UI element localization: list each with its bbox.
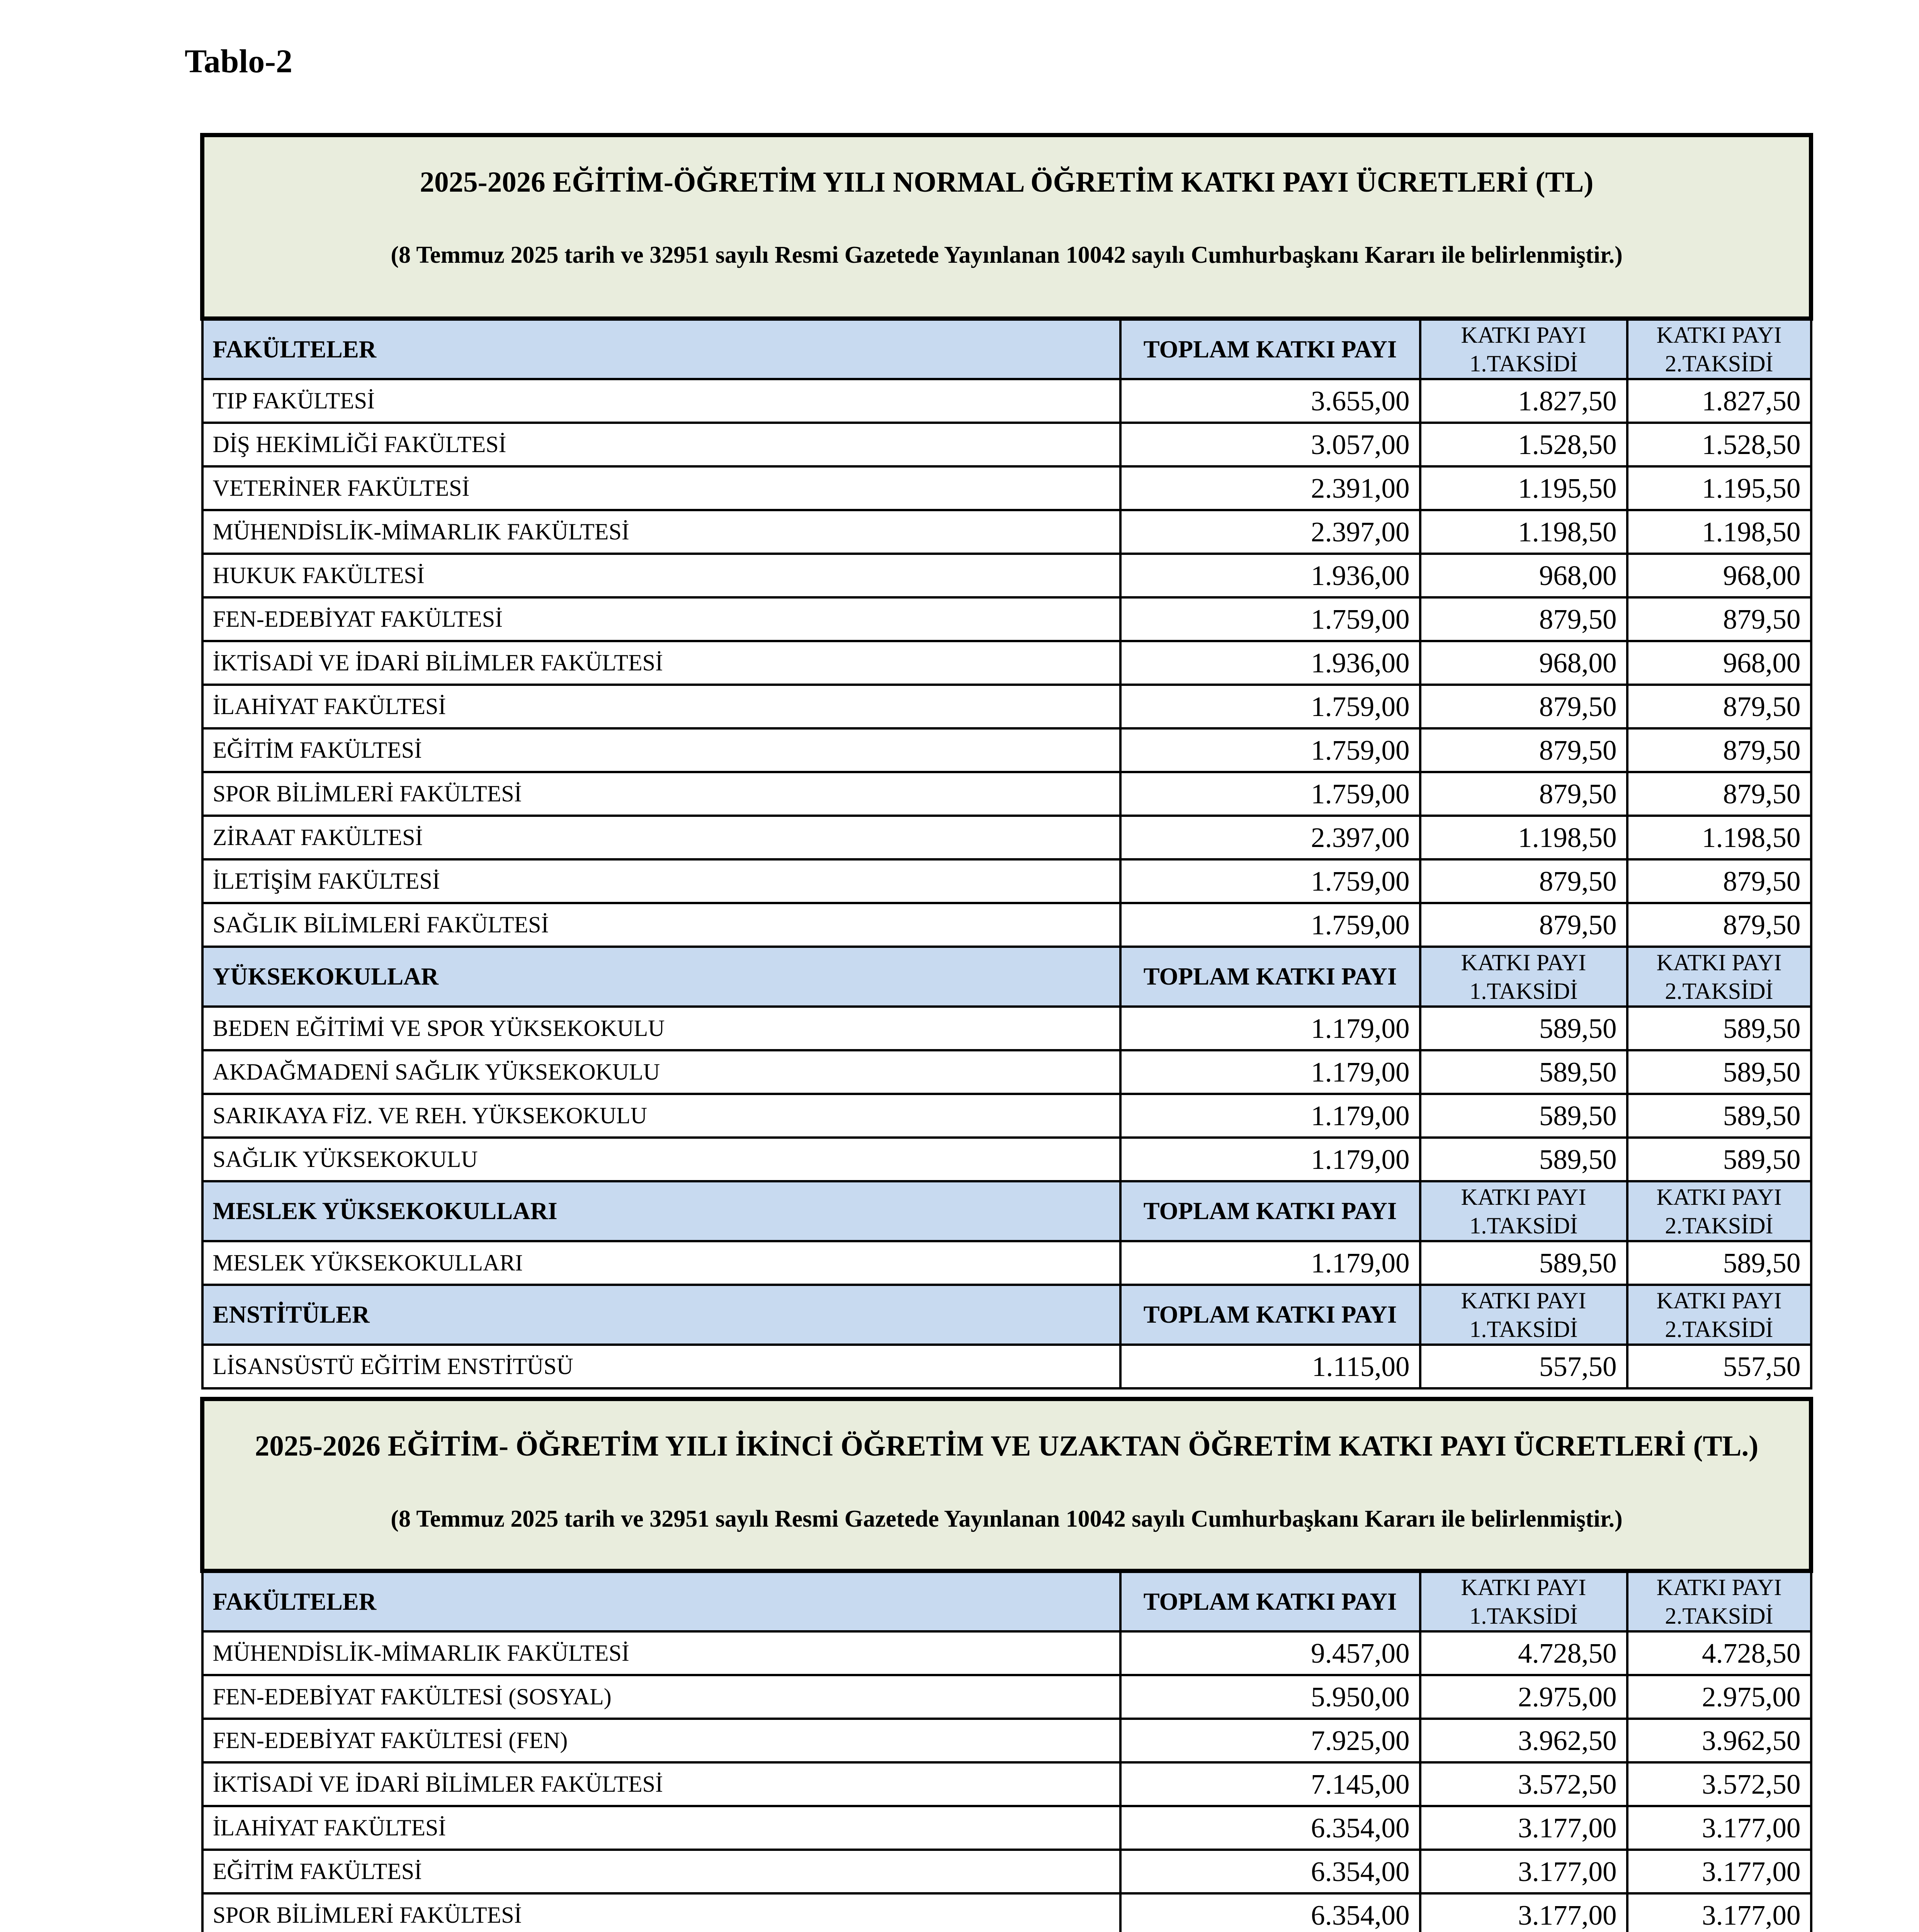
column-header-installment-2 [1627, 947, 1811, 1007]
total-fee-cell: 1.759,00 [1120, 772, 1420, 816]
total-fee-cell: 1.759,00 [1120, 859, 1420, 903]
table-row [202, 1850, 1811, 1893]
column-header-installment-2 [1627, 1181, 1811, 1241]
table-row [202, 1345, 1811, 1388]
table-row [202, 903, 1811, 947]
unit-name-cell: EĞİTİM FAKÜLTESİ [202, 728, 1120, 772]
total-fee-cell: 9.457,00 [1120, 1631, 1420, 1675]
section-header-name: ENSTİTÜLER [202, 1285, 1120, 1345]
unit-name-cell: BEDEN EĞİTİMİ VE SPOR YÜKSEKOKULU [202, 1007, 1120, 1050]
unit-name-cell: İKTİSADİ VE İDARİ BİLİMLER FAKÜLTESİ [202, 641, 1120, 685]
column-header-installment-2 [1627, 1285, 1811, 1345]
column-header-line: 2.TAKSİDİ [1665, 1316, 1773, 1342]
unit-name-cell: İLAHİYAT FAKÜLTESİ [202, 685, 1120, 728]
total-fee-cell: 2.397,00 [1120, 510, 1420, 554]
column-header-line: KATKI PAYI [1656, 322, 1782, 348]
unit-name-cell: İKTİSADİ VE İDARİ BİLİMLER FAKÜLTESİ [202, 1762, 1120, 1806]
installment-2-cell: 879,50 [1627, 685, 1811, 728]
unit-name-cell: SARIKAYA FİZ. VE REH. YÜKSEKOKULU [202, 1094, 1120, 1138]
unit-name-cell: HUKUK FAKÜLTESİ [202, 554, 1120, 597]
table-body [202, 135, 1811, 1389]
total-fee-cell: 1.179,00 [1120, 1094, 1420, 1138]
installment-1-cell: 879,50 [1420, 728, 1627, 772]
installment-2-cell: 879,50 [1627, 728, 1811, 772]
table-row [202, 772, 1811, 816]
section-header-row [202, 1181, 1811, 1241]
column-header-line: 2.TAKSİDİ [1665, 1213, 1773, 1238]
column-header-line: KATKI PAYI [1461, 949, 1586, 975]
section-header-row [202, 1571, 1811, 1632]
table-title-row [202, 1399, 1811, 1571]
table-row [202, 1138, 1811, 1181]
column-header-line: KATKI PAYI [1461, 322, 1586, 348]
total-fee-cell: 1.179,00 [1120, 1241, 1420, 1285]
total-fee-cell: 1.936,00 [1120, 641, 1420, 685]
installment-2-cell: 968,00 [1627, 641, 1811, 685]
installment-1-cell: 589,50 [1420, 1007, 1627, 1050]
column-header-installment-1 [1420, 1285, 1627, 1345]
installment-2-cell: 589,50 [1627, 1007, 1811, 1050]
table-subtitle: (8 Temmuz 2025 tarih ve 32951 sayılı Resmi Gazetede Yayınlanan 10042 sayılı Cumhurbaşkanı Kararı ile belirlenmiştir.) [391, 242, 1623, 268]
section-header-row [202, 1285, 1811, 1345]
installment-1-cell: 879,50 [1420, 772, 1627, 816]
table-row [202, 1719, 1811, 1762]
table-row [202, 1893, 1811, 1932]
table-row [202, 1094, 1811, 1138]
total-fee-cell: 7.145,00 [1120, 1762, 1420, 1806]
installment-2-cell: 1.198,50 [1627, 816, 1811, 859]
installment-1-cell: 589,50 [1420, 1138, 1627, 1181]
total-fee-cell: 6.354,00 [1120, 1893, 1420, 1932]
table-row [202, 728, 1811, 772]
column-header-installment-1 [1420, 1571, 1627, 1632]
table-title-cell [202, 135, 1811, 319]
table-row [202, 816, 1811, 859]
table-subtitle: (8 Temmuz 2025 tarih ve 32951 sayılı Resmi Gazetede Yayınlanan 10042 sayılı Cumhurbaşkanı Kararı ile belirlenmiştir.) [391, 1506, 1623, 1532]
table-row [202, 423, 1811, 466]
column-header-line: 1.TAKSİDİ [1469, 1316, 1578, 1342]
table-row [202, 510, 1811, 554]
column-header-line: 2.TAKSİDİ [1665, 978, 1773, 1004]
unit-name-cell: AKDAĞMADENİ SAĞLIK YÜKSEKOKULU [202, 1050, 1120, 1094]
installment-2-cell: 879,50 [1627, 597, 1811, 641]
section-header-row [202, 319, 1811, 379]
installment-1-cell: 879,50 [1420, 685, 1627, 728]
column-header-line: KATKI PAYI [1461, 1184, 1586, 1210]
unit-name-cell: DİŞ HEKİMLİĞİ FAKÜLTESİ [202, 423, 1120, 466]
total-fee-cell: 5.950,00 [1120, 1675, 1420, 1719]
installment-1-cell: 968,00 [1420, 554, 1627, 597]
column-header-installment-1 [1420, 947, 1627, 1007]
unit-name-cell: SPOR BİLİMLERİ FAKÜLTESİ [202, 772, 1120, 816]
table-title: 2025-2026 EĞİTİM-ÖĞRETİM YILI NORMAL ÖĞRETİM KATKI PAYI ÜCRETLERİ (TL) [420, 166, 1594, 198]
table-row [202, 1050, 1811, 1094]
installment-1-cell: 3.177,00 [1420, 1893, 1627, 1932]
total-fee-cell: 1.115,00 [1120, 1345, 1420, 1388]
total-fee-cell: 1.936,00 [1120, 554, 1420, 597]
installment-2-cell: 1.528,50 [1627, 423, 1811, 466]
unit-name-cell: VETERİNER FAKÜLTESİ [202, 466, 1120, 510]
installment-2-cell: 3.962,50 [1627, 1719, 1811, 1762]
table-row [202, 1631, 1811, 1675]
unit-name-cell: TIP FAKÜLTESİ [202, 379, 1120, 423]
table-row [202, 641, 1811, 685]
table-row [202, 685, 1811, 728]
installment-1-cell: 4.728,50 [1420, 1631, 1627, 1675]
column-header-total: TOPLAM KATKI PAYI [1120, 319, 1420, 379]
installment-1-cell: 1.198,50 [1420, 816, 1627, 859]
unit-name-cell: İLAHİYAT FAKÜLTESİ [202, 1806, 1120, 1850]
table-row [202, 466, 1811, 510]
unit-name-cell: LİSANSÜSTÜ EĞİTİM ENSTİTÜSÜ [202, 1345, 1120, 1388]
unit-name-cell: EĞİTİM FAKÜLTESİ [202, 1850, 1120, 1893]
column-header-line: KATKI PAYI [1461, 1287, 1586, 1313]
installment-1-cell: 589,50 [1420, 1241, 1627, 1285]
table-row [202, 1762, 1811, 1806]
section-header-name: FAKÜLTELER [202, 1571, 1120, 1632]
installment-2-cell: 879,50 [1627, 772, 1811, 816]
installment-2-cell: 3.177,00 [1627, 1806, 1811, 1850]
installment-1-cell: 557,50 [1420, 1345, 1627, 1388]
column-header-line: 1.TAKSİDİ [1469, 978, 1578, 1004]
table-row [202, 379, 1811, 423]
installment-2-cell: 879,50 [1627, 903, 1811, 947]
total-fee-cell: 2.391,00 [1120, 466, 1420, 510]
total-fee-cell: 1.179,00 [1120, 1050, 1420, 1094]
table-title: 2025-2026 EĞİTİM- ÖĞRETİM YILI İKİNCİ ÖĞRETİM VE UZAKTAN ÖĞRETİM KATKI PAYI ÜCRETLERİ (TL.) [255, 1430, 1759, 1462]
installment-2-cell: 968,00 [1627, 554, 1811, 597]
total-fee-cell: 1.759,00 [1120, 728, 1420, 772]
column-header-line: KATKI PAYI [1656, 1575, 1782, 1600]
column-header-line: KATKI PAYI [1461, 1575, 1586, 1600]
total-fee-cell: 1.179,00 [1120, 1138, 1420, 1181]
table-title-cell [202, 1399, 1811, 1571]
installment-1-cell: 3.572,50 [1420, 1762, 1627, 1806]
installment-2-cell: 3.177,00 [1627, 1893, 1811, 1932]
installment-1-cell: 3.177,00 [1420, 1850, 1627, 1893]
installment-2-cell: 1.198,50 [1627, 510, 1811, 554]
unit-name-cell: MÜHENDİSLİK-MİMARLIK FAKÜLTESİ [202, 1631, 1120, 1675]
unit-name-cell: FEN-EDEBİYAT FAKÜLTESİ (FEN) [202, 1719, 1120, 1762]
installment-1-cell: 1.198,50 [1420, 510, 1627, 554]
installment-1-cell: 968,00 [1420, 641, 1627, 685]
table-row [202, 1007, 1811, 1050]
unit-name-cell: İLETİŞİM FAKÜLTESİ [202, 859, 1120, 903]
column-header-total: TOPLAM KATKI PAYI [1120, 1285, 1420, 1345]
table-body [202, 1399, 1811, 1932]
page-label: Tablo-2 [185, 43, 292, 80]
installment-2-cell: 4.728,50 [1627, 1631, 1811, 1675]
column-header-total: TOPLAM KATKI PAYI [1120, 1571, 1420, 1632]
installment-1-cell: 2.975,00 [1420, 1675, 1627, 1719]
table-row [202, 1806, 1811, 1850]
installment-1-cell: 879,50 [1420, 597, 1627, 641]
installment-2-cell: 879,50 [1627, 859, 1811, 903]
column-header-line: 2.TAKSİDİ [1665, 351, 1773, 376]
total-fee-cell: 3.655,00 [1120, 379, 1420, 423]
evening-distance-education-fee-table [200, 1397, 1813, 1932]
unit-name-cell: SPOR BİLİMLERİ FAKÜLTESİ [202, 1893, 1120, 1932]
installment-2-cell: 1.827,50 [1627, 379, 1811, 423]
installment-2-cell: 3.572,50 [1627, 1762, 1811, 1806]
installment-1-cell: 879,50 [1420, 903, 1627, 947]
installment-2-cell: 2.975,00 [1627, 1675, 1811, 1719]
table-title-row [202, 135, 1811, 319]
installment-1-cell: 1.827,50 [1420, 379, 1627, 423]
total-fee-cell: 1.179,00 [1120, 1007, 1420, 1050]
unit-name-cell: MESLEK YÜKSEKOKULLARI [202, 1241, 1120, 1285]
unit-name-cell: SAĞLIK BİLİMLERİ FAKÜLTESİ [202, 903, 1120, 947]
installment-2-cell: 589,50 [1627, 1241, 1811, 1285]
column-header-line: KATKI PAYI [1656, 949, 1782, 975]
total-fee-cell: 6.354,00 [1120, 1850, 1420, 1893]
installment-2-cell: 3.177,00 [1627, 1850, 1811, 1893]
unit-name-cell: FEN-EDEBİYAT FAKÜLTESİ [202, 597, 1120, 641]
column-header-installment-2 [1627, 1571, 1811, 1632]
section-header-row [202, 947, 1811, 1007]
installment-1-cell: 589,50 [1420, 1050, 1627, 1094]
installment-2-cell: 589,50 [1627, 1050, 1811, 1094]
unit-name-cell: FEN-EDEBİYAT FAKÜLTESİ (SOSYAL) [202, 1675, 1120, 1719]
table-row [202, 859, 1811, 903]
total-fee-cell: 7.925,00 [1120, 1719, 1420, 1762]
column-header-line: 1.TAKSİDİ [1469, 1213, 1578, 1238]
section-header-name: FAKÜLTELER [202, 319, 1120, 379]
section-header-name: MESLEK YÜKSEKOKULLARI [202, 1181, 1120, 1241]
installment-1-cell: 589,50 [1420, 1094, 1627, 1138]
column-header-installment-1 [1420, 1181, 1627, 1241]
installment-2-cell: 1.195,50 [1627, 466, 1811, 510]
total-fee-cell: 2.397,00 [1120, 816, 1420, 859]
total-fee-cell: 1.759,00 [1120, 597, 1420, 641]
installment-1-cell: 879,50 [1420, 859, 1627, 903]
column-header-total: TOPLAM KATKI PAYI [1120, 947, 1420, 1007]
column-header-total: TOPLAM KATKI PAYI [1120, 1181, 1420, 1241]
column-header-line: 2.TAKSİDİ [1665, 1603, 1773, 1629]
installment-2-cell: 589,50 [1627, 1138, 1811, 1181]
column-header-line: KATKI PAYI [1656, 1287, 1782, 1313]
installment-2-cell: 589,50 [1627, 1094, 1811, 1138]
table-row [202, 1675, 1811, 1719]
column-header-line: 1.TAKSİDİ [1469, 1603, 1578, 1629]
normal-education-fee-table [200, 133, 1813, 1389]
total-fee-cell: 1.759,00 [1120, 685, 1420, 728]
column-header-installment-2 [1627, 319, 1811, 379]
total-fee-cell: 1.759,00 [1120, 903, 1420, 947]
unit-name-cell: ZİRAAT FAKÜLTESİ [202, 816, 1120, 859]
unit-name-cell: MÜHENDİSLİK-MİMARLIK FAKÜLTESİ [202, 510, 1120, 554]
column-header-line: 1.TAKSİDİ [1469, 351, 1578, 376]
column-header-line: KATKI PAYI [1656, 1184, 1782, 1210]
installment-1-cell: 1.528,50 [1420, 423, 1627, 466]
installment-1-cell: 3.962,50 [1420, 1719, 1627, 1762]
installment-1-cell: 3.177,00 [1420, 1806, 1627, 1850]
section-header-name: YÜKSEKOKULLAR [202, 947, 1120, 1007]
total-fee-cell: 3.057,00 [1120, 423, 1420, 466]
installment-1-cell: 1.195,50 [1420, 466, 1627, 510]
table-row [202, 1241, 1811, 1285]
total-fee-cell: 6.354,00 [1120, 1806, 1420, 1850]
unit-name-cell: SAĞLIK YÜKSEKOKULU [202, 1138, 1120, 1181]
installment-2-cell: 557,50 [1627, 1345, 1811, 1388]
table-row [202, 554, 1811, 597]
column-header-installment-1 [1420, 319, 1627, 379]
table-row [202, 597, 1811, 641]
